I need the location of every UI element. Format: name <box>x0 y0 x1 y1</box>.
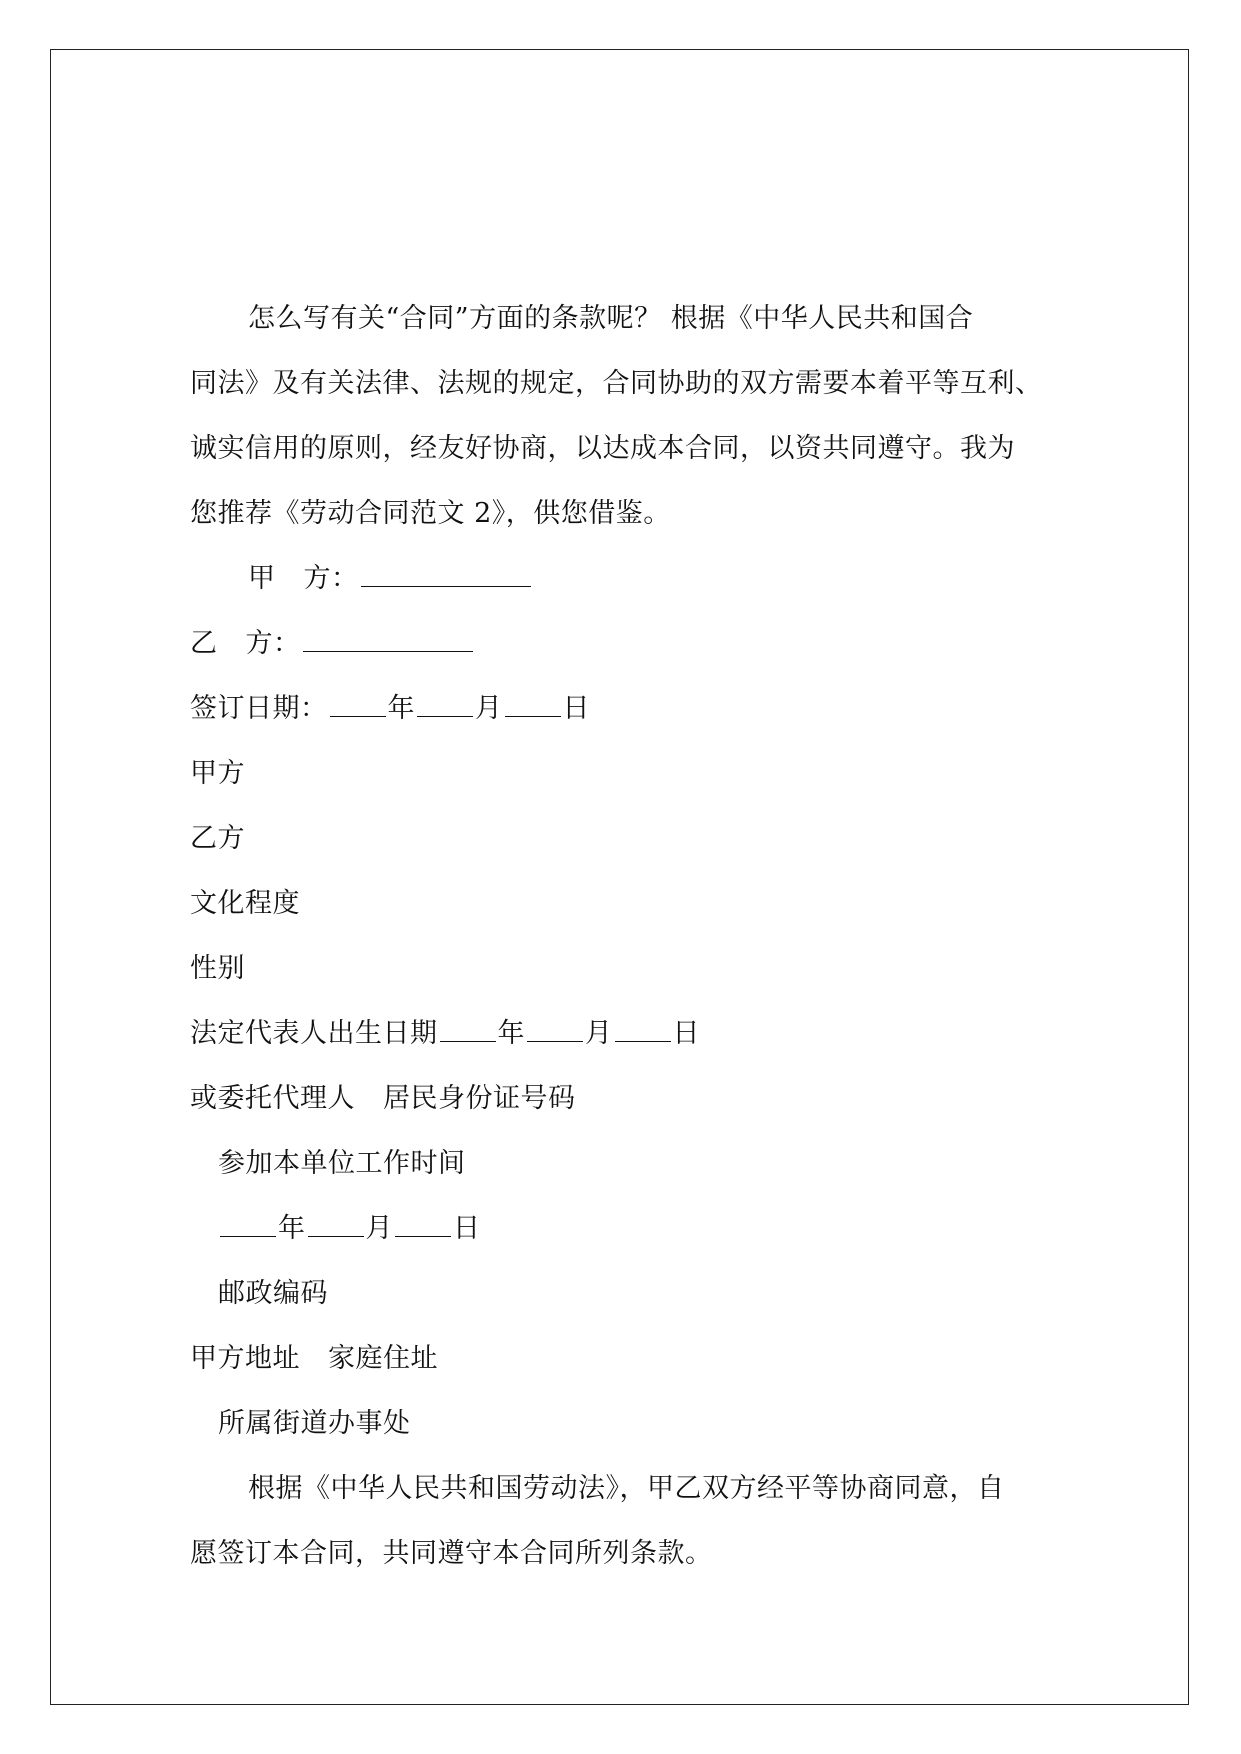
party-b-label: 乙 <box>190 628 218 659</box>
party-b-line <box>190 611 1060 676</box>
field-jiafang: 甲方 <box>190 758 245 789</box>
home-address-label: 家庭住址 <box>328 1343 438 1374</box>
party-b-blank[interactable] <box>303 627 473 652</box>
document-body <box>190 286 1060 1586</box>
join-month-blank[interactable] <box>308 1212 364 1237</box>
sign-day-blank[interactable] <box>505 692 561 717</box>
sign-date-label: 签订日期： <box>190 693 328 724</box>
birth-day-label: 日 <box>672 1018 700 1049</box>
join-day-blank[interactable] <box>395 1212 451 1237</box>
party-a-label: 甲 <box>248 563 276 594</box>
birth-year-label: 年 <box>497 1018 525 1049</box>
birth-month-blank[interactable] <box>527 1017 583 1042</box>
sign-date-line <box>190 676 1060 741</box>
field-education: 文化程度 <box>190 888 300 919</box>
address-line <box>190 1326 1060 1391</box>
birth-month-label: 月 <box>585 1018 613 1049</box>
join-month-label: 月 <box>365 1213 393 1244</box>
intro-line-2: 同法》及有关法律、法规的规定，合同协助的双方需要本着平等互利、 <box>190 368 1043 399</box>
intro-line-1: 怎么写有关“合同”方面的条款呢？ 根据《中华人民共和国合 <box>248 303 974 334</box>
sign-month-blank[interactable] <box>417 692 473 717</box>
legal-rep-birth-line <box>190 1001 1060 1066</box>
sign-year-blank[interactable] <box>330 692 386 717</box>
sign-month-label: 月 <box>475 693 503 724</box>
field-join-time: 参加本单位工作时间 <box>218 1148 466 1179</box>
join-year-label: 年 <box>278 1213 306 1244</box>
legal-rep-birth-label: 法定代表人出生日期 <box>190 1018 438 1049</box>
field-street-office: 所属街道办事处 <box>218 1408 411 1439</box>
join-year-blank[interactable] <box>220 1212 276 1237</box>
birth-year-blank[interactable] <box>440 1017 496 1042</box>
sign-day-label: 日 <box>562 693 590 724</box>
agent-label: 或委托代理人 <box>190 1083 355 1114</box>
id-number-label: 居民身份证号码 <box>383 1083 576 1114</box>
field-gender: 性别 <box>190 953 245 984</box>
closing-line-1: 根据《中华人民共和国劳动法》，甲乙双方经平等协商同意，自 <box>248 1473 1005 1504</box>
join-date-line <box>190 1196 1060 1261</box>
birth-day-blank[interactable] <box>615 1017 671 1042</box>
agent-id-line <box>190 1066 1060 1131</box>
party-a-suffix: 方： <box>303 563 359 594</box>
address-a-label: 甲方地址 <box>190 1343 300 1374</box>
field-postcode: 邮政编码 <box>218 1278 328 1309</box>
closing-line-2: 愿签订本合同，共同遵守本合同所列条款。 <box>190 1538 713 1569</box>
party-b-suffix: 方： <box>245 628 301 659</box>
field-yifang: 乙方 <box>190 823 245 854</box>
intro-line-3: 诚实信用的原则，经友好协商，以达成本合同，以资共同遵守。我为 <box>190 433 1015 464</box>
join-day-label: 日 <box>453 1213 481 1244</box>
sign-year-label: 年 <box>387 693 415 724</box>
party-a-line <box>190 546 1060 611</box>
party-a-blank[interactable] <box>361 562 531 587</box>
intro-line-4: 您推荐《劳动合同范文 2》，供您借鉴。 <box>190 498 671 529</box>
